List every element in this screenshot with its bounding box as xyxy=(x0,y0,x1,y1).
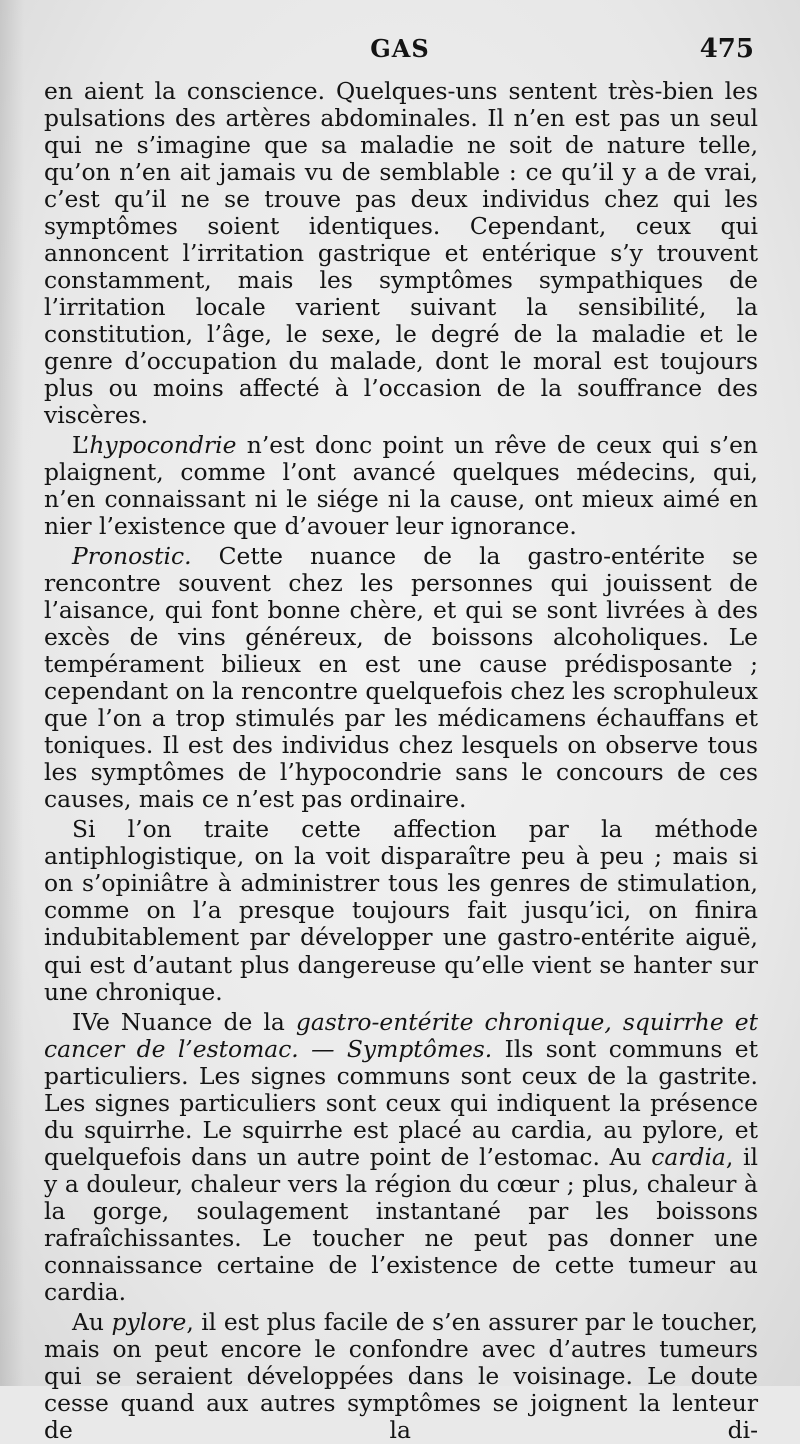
text-run: IVe Nuance de la xyxy=(72,1007,296,1036)
paragraph xyxy=(44,543,758,813)
paragraph xyxy=(44,432,758,540)
text-run: , il y a douleur, chaleur vers la région du cœur ; plus, chaleur à la gorge, soulagement instantané par les boissons rafraîchissantes. Le toucher ne peut pas donner une connaissance certaine de l’existence de cette tumeur au cardia. xyxy=(44,1142,758,1306)
text-run: Cette nuance de la gastro-entérite se rencontre souvent chez les personnes qui jouissent de l’aisance, qui font bonne chère, et qui se sont livrées à des excès de vins généreux, de boissons alcoholiques. Le tempérament bilieux en est une cause prédisposante ; cependant on la rencontre quelquefois chez les scrophuleux que l’on a trop stimulés par les médicamens échauffans et toniques. Il est des individus chez lesquels on observe tous les symptômes de l’hypocondrie sans le concours de ces causes, mais ce n’est pas ordinaire. xyxy=(44,542,758,814)
text-run: , il est plus facile de s’en assurer par le toucher, mais on peut encore le confondre avec d’autres tumeurs qui se seraient développées dans le voisinage. Le doute cesse quand aux autres symptômes se joignent la lenteur de la di- xyxy=(44,1307,758,1444)
body-text xyxy=(44,78,758,1444)
paragraph xyxy=(44,1309,758,1444)
running-title: GAS xyxy=(370,34,430,63)
italic-text: hypocondrie xyxy=(89,431,237,460)
page-edge-shadow xyxy=(0,0,24,1386)
text-run: n’est donc point un rêve de ceux qui s’en plaignent, comme l’ont avancé quelques médecins, qui, n’en connaissant ni le siége ni la cause, ont mieux aimé en nier l’existence que d’avouer leur ignorance. xyxy=(44,431,758,541)
paragraph xyxy=(44,78,758,429)
page-number: 475 xyxy=(699,34,754,64)
text-run: Si l’on traite cette affection par la méthode antiphlogistique, on la voit disparaître peu à peu ; mais si on s’opiniâtre à administrer tous les genres de stimulation, comme on l’a presque toujours fait jusqu’ici, on finira indubitablement par développer une gastro-entérite aiguë, qui est d’autant plus dangereuse qu’elle vient se hanter sur une chronique. xyxy=(44,815,758,1006)
paragraph xyxy=(44,1009,758,1306)
italic-text: Pronostic. xyxy=(72,542,192,571)
text-run: L’ xyxy=(72,431,90,460)
italic-text: cardia xyxy=(651,1142,726,1171)
page-header xyxy=(0,32,800,72)
text-run: Au xyxy=(72,1307,112,1336)
text-run: en aient la conscience. Quelques-uns sentent très-bien les pulsations des artères abdominales. Il n’en est pas un seul qui ne s’imagine que sa maladie ne soit de nature telle, qu’on n’en ait jamais vu de semblable : ce qu’il y a de vrai, c’est qu’il ne se trouve pas deux individus chez qui les symptômes soient identiques. Cependant, ceux qui annoncent l’irritation gastrique et entérique s’y trouvent constamment, mais les symptômes sympathiques de l’irritation locale varient suivant la sensibilité, la constitution, l’âge, le sexe, le degré de la maladie et le genre d’occupation du malade, dont le moral est toujours plus ou moins affecté à l’occasion de la souffrance des viscères. xyxy=(44,77,758,430)
text-run: Ils sont communs et particuliers. Les signes communs sont ceux de la gastrite. Les signes particuliers sont ceux qui indiquent la présence du squirrhe. Le squirrhe est placé au cardia, au pylore, et quelquefois dans un autre point de l’estomac. Au xyxy=(44,1034,759,1171)
paragraph xyxy=(44,816,758,1005)
italic-text: gastro-entérite chronique, squirrhe et cancer de l’estomac. — Symptômes. xyxy=(44,1007,758,1063)
italic-text: pylore xyxy=(111,1307,187,1336)
